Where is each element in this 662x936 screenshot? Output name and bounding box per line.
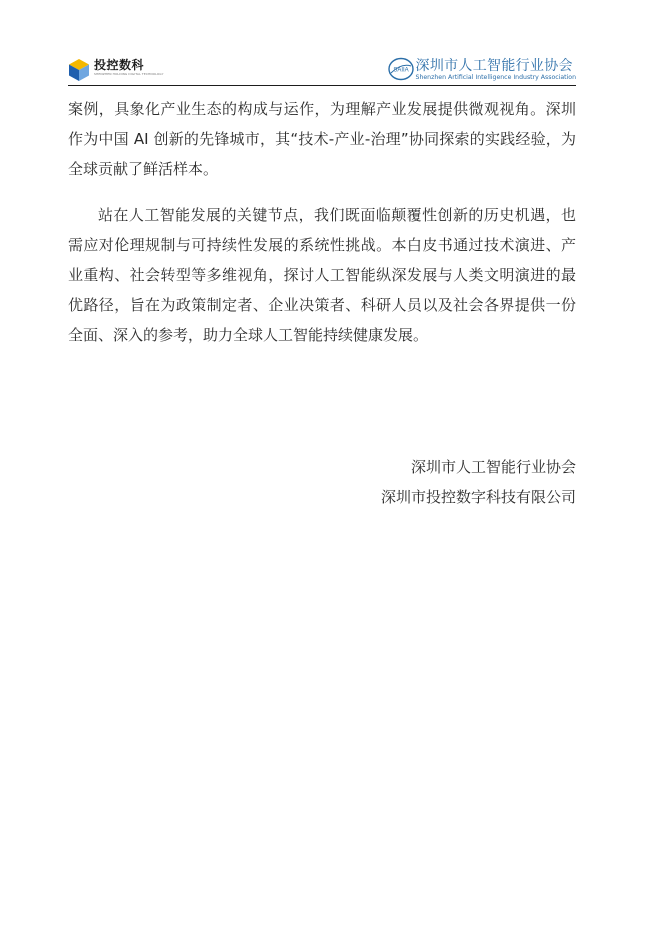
header-divider (68, 85, 576, 86)
document-body (68, 94, 576, 350)
shenzhen-holding-digital-logo (68, 58, 164, 82)
signature-line-1: 深圳市人工智能行业协会 (410, 458, 576, 476)
right-logo-name: 深圳市人工智能行业协会 (415, 57, 573, 74)
cube-logo-icon (68, 58, 90, 82)
left-logo-subtitle: SHENZHEN HOLDING DIGITAL TECHNOLOGY (94, 72, 164, 76)
page-header (68, 54, 576, 86)
right-logo-subtitle: Shenzhen Artificial Intelligence Industry Association (415, 73, 576, 81)
signature-block (381, 452, 576, 512)
saiia-logo (388, 57, 576, 81)
saiia-badge-text: SAIIA (392, 67, 409, 74)
paragraph-gap (68, 184, 576, 200)
body-paragraph-2: 站在人工智能发展的关键节点，我们既面临颠覆性创新的历史机遇，也需应对伦理规制与可持续性发展的系统性挑战。本白皮书通过技术演进、产业重构、社会转型等多维视角，探讨人工智能纵深发展与人类文明演进的最优路径，旨在为政策制定者、企业决策者、科研人员以及社会各界提供一份全面、深入的参考，助力全球人工智能持续健康发展。 (68, 206, 576, 344)
left-logo-name: 投控数科 (94, 58, 145, 72)
signature-line-2: 深圳市投控数字科技有限公司 (380, 488, 576, 506)
saiia-badge-icon (388, 57, 414, 81)
body-paragraph-1: 案例，具象化产业生态的构成与运作，为理解产业发展提供微观视角。深圳作为中国 AI 创新的先锋城市，其“技术-产业-治理”协同探索的实践经验，为全球贡献了鲜活样本。 (68, 100, 576, 178)
